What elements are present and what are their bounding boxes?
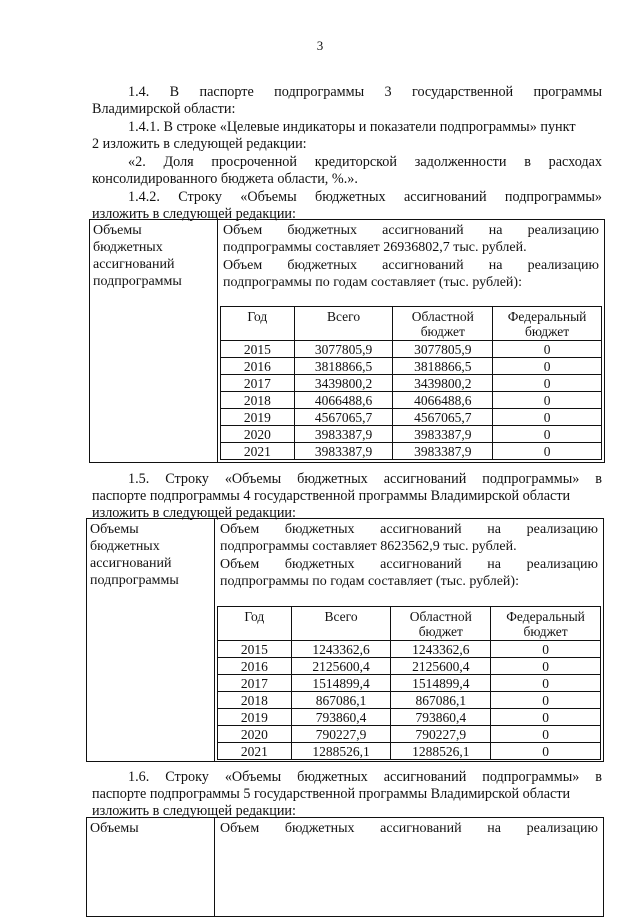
para-1-6-line2: паспорте подпрограммы 5 государственной программы Владимирской области [92,786,571,802]
cell-total: 1514899,4 [291,675,391,692]
cell-year: 2016 [218,658,292,675]
para-1-4-1-line2: 2 изложить в следующей редакции: [92,136,307,152]
cell-regional: 1514899,4 [391,675,491,692]
cell-regional: 3983387,9 [393,443,493,460]
cell-year: 2021 [218,743,292,760]
cell-federal: 0 [491,675,601,692]
cell-federal: 0 [491,658,601,675]
col-header-year: Год [221,307,295,341]
cell-regional: 790227,9 [391,726,491,743]
cell-year: 2021 [221,443,295,460]
cell-total: 3439800,2 [294,375,393,392]
table-row [221,409,602,426]
cell-year: 2019 [218,709,292,726]
table-row [221,341,602,358]
cell-federal: 0 [493,358,602,375]
col-header-total: Всего [294,307,393,341]
cell-federal: 0 [491,641,601,658]
cell-total: 867086,1 [291,692,391,709]
cell-year: 2016 [221,358,295,375]
table-row [218,658,601,675]
para-1-5-line2: паспорте подпрограммы 4 государственной программы Владимирской области [92,488,571,504]
table-row [218,709,601,726]
cell-regional: 3077805,9 [393,341,493,358]
block-3-divider [214,817,215,917]
para-1-4-1-line1: 1.4.1. В строке «Целевые индикаторы и показатели подпрограммы» пункт [128,119,576,135]
years-table-1 [220,306,602,460]
table-row [218,675,601,692]
cell-regional: 1288526,1 [391,743,491,760]
block-2-desc-1: Объем бюджетных ассигнований на реализацию [220,522,598,537]
cell-regional: 3818866,5 [393,358,493,375]
years-table-2 [217,606,601,760]
cell-federal: 0 [491,692,601,709]
quote-line1: «2. Доля просроченной кредиторской задолженности в расходах [128,154,602,170]
cell-regional: 867086,1 [391,692,491,709]
col-header-federal: Федеральный бюджет [493,307,602,341]
block-2-desc-3: Объем бюджетных ассигнований на реализацию [220,557,598,572]
block-2-divider [214,518,215,762]
cell-regional: 3983387,9 [393,426,493,443]
cell-federal: 0 [491,709,601,726]
table-row [218,743,601,760]
table-row [221,392,602,409]
table-row [221,358,602,375]
block-1-label: Объемы бюджетных ассигнований подпрограммы [93,223,182,289]
page-number: 3 [316,38,324,53]
block-3-desc-1: Объем бюджетных ассигнований на реализацию [220,821,598,836]
cell-regional: 4567065,7 [393,409,493,426]
cell-regional: 793860,4 [391,709,491,726]
cell-regional: 1243362,6 [391,641,491,658]
cell-year: 2017 [221,375,295,392]
table-row [221,443,602,460]
cell-total: 3818866,5 [294,358,393,375]
cell-year: 2017 [218,675,292,692]
para-1-5-line3: изложить в следующей редакции: [92,505,296,521]
quote-line2: консолидированного бюджета области, %.». [92,171,358,187]
block-2-desc-2: подпрограммы составляет 8623562,9 тыс. рублей. [220,539,517,554]
block-2-label: Объемы бюджетных ассигнований подпрограммы [90,522,179,588]
cell-year: 2015 [218,641,292,658]
para-1-4-2-line1: 1.4.2. Строку «Объемы бюджетных ассигнований подпрограммы» [128,189,602,205]
table-row [221,426,602,443]
cell-total: 4567065,7 [294,409,393,426]
cell-year: 2020 [221,426,295,443]
cell-total: 3983387,9 [294,443,393,460]
cell-regional: 3439800,2 [393,375,493,392]
cell-federal: 0 [491,726,601,743]
cell-federal: 0 [493,443,602,460]
cell-federal: 0 [493,392,602,409]
para-1-4-2-line2: изложить в следующей редакции: [92,206,296,222]
col-header-federal: Федеральный бюджет [491,607,601,641]
block-1-desc-4: подпрограммы по годам составляет (тыс. рублей): [223,275,522,290]
cell-year: 2020 [218,726,292,743]
cell-total: 790227,9 [291,726,391,743]
cell-regional: 2125600,4 [391,658,491,675]
para-1-6-line1: 1.6. Строку «Объемы бюджетных ассигнований подпрограммы» в [128,769,602,785]
col-header-year: Год [218,607,292,641]
cell-total: 4066488,6 [294,392,393,409]
cell-federal: 0 [493,341,602,358]
block-1-desc-3: Объем бюджетных ассигнований на реализацию [223,258,599,273]
block-1-desc-1: Объем бюджетных ассигнований на реализацию [223,223,599,238]
cell-total: 3983387,9 [294,426,393,443]
cell-total: 1243362,6 [291,641,391,658]
table-row [221,375,602,392]
cell-year: 2018 [221,392,295,409]
block-1-divider [217,219,218,463]
block-3-label: Объемы [90,821,139,836]
cell-federal: 0 [491,743,601,760]
para-1-6-line3: изложить в следующей редакции: [92,803,296,819]
para-1-5-line1: 1.5. Строку «Объемы бюджетных ассигнований подпрограммы» в [128,471,602,487]
cell-total: 793860,4 [291,709,391,726]
cell-total: 3077805,9 [294,341,393,358]
cell-year: 2015 [221,341,295,358]
cell-federal: 0 [493,375,602,392]
para-1-4-line1: 1.4. В паспорте подпрограммы 3 государственной программы [128,84,602,100]
table-row [218,641,601,658]
cell-federal: 0 [493,409,602,426]
col-header-total: Всего [291,607,391,641]
cell-regional: 4066488,6 [393,392,493,409]
para-1-4-line2: Владимирской области: [92,101,236,117]
cell-total: 1288526,1 [291,743,391,760]
block-1-desc-2: подпрограммы составляет 26936802,7 тыс. рублей. [223,240,527,255]
col-header-regional: Областной бюджет [391,607,491,641]
table-row [218,692,601,709]
cell-federal: 0 [493,426,602,443]
cell-year: 2019 [221,409,295,426]
cell-year: 2018 [218,692,292,709]
table-row [218,726,601,743]
col-header-regional: Областной бюджет [393,307,493,341]
block-2-desc-4: подпрограммы по годам составляет (тыс. рублей): [220,574,519,589]
cell-total: 2125600,4 [291,658,391,675]
